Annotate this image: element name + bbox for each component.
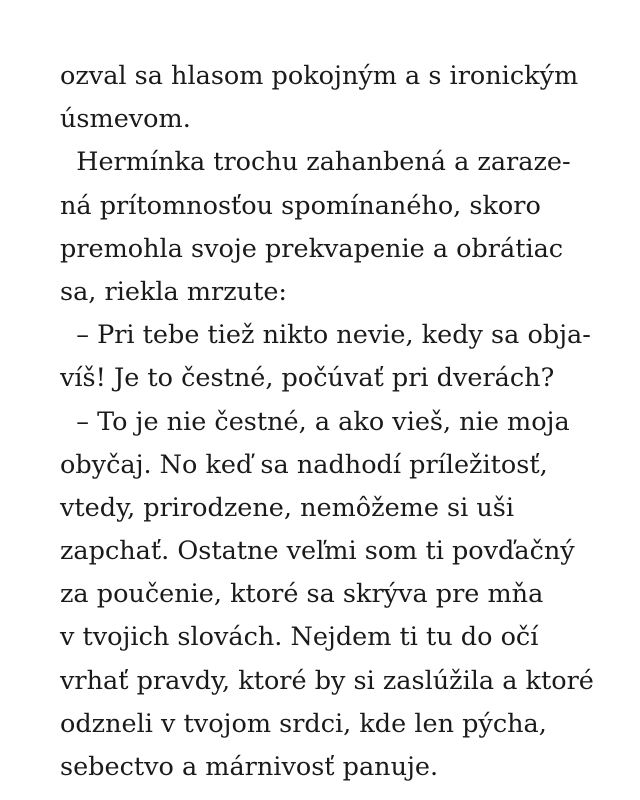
- text-line-6: sa, riekla mrzute:: [60, 276, 288, 307]
- text-line-2: úsmevom.: [60, 104, 191, 135]
- text-line-8: víš! Je to čestné, počúvať pri dverách?: [60, 363, 555, 394]
- text-line-1: ozval sa hlasom pokojným a s ironickým: [60, 61, 579, 91]
- text-line-15: vrhať pravdy, ktoré by si zaslúžila a ktoré: [60, 665, 594, 696]
- body-text: [60, 55, 600, 789]
- text-line-10: obyčaj. No keď sa nadhodí príležitosť,: [60, 449, 548, 480]
- text-line-11: vtedy, prirodzene, nemôžeme si uši: [60, 492, 515, 523]
- text-line-12: zapchať. Ostatne veľmi som ti povďačný: [60, 536, 575, 567]
- text-line-9: – To je nie čestné, a ako vieš, nie moja: [60, 406, 570, 437]
- text-line-13: za poučenie, ktoré sa skrýva pre mňa: [60, 579, 544, 610]
- text-line-14: v tvojich slovách. Nejdem ti tu do očí: [60, 622, 539, 653]
- text-line-5: premohla svoje prekvapenie a obrátiac: [60, 233, 564, 264]
- text-line-16: odzneli v tvojom srdci, kde len pýcha,: [60, 708, 547, 739]
- text-line-3: Hermínka trochu zahanbená a zaraze-: [60, 147, 571, 178]
- text-line-4: ná prítomnosťou spomínaného, skoro: [60, 190, 541, 221]
- text-line-17: sebectvo a márnivosť panuje.: [60, 752, 439, 782]
- text-line-7: – Pri tebe tiež nikto nevie, kedy sa obja-: [60, 320, 591, 351]
